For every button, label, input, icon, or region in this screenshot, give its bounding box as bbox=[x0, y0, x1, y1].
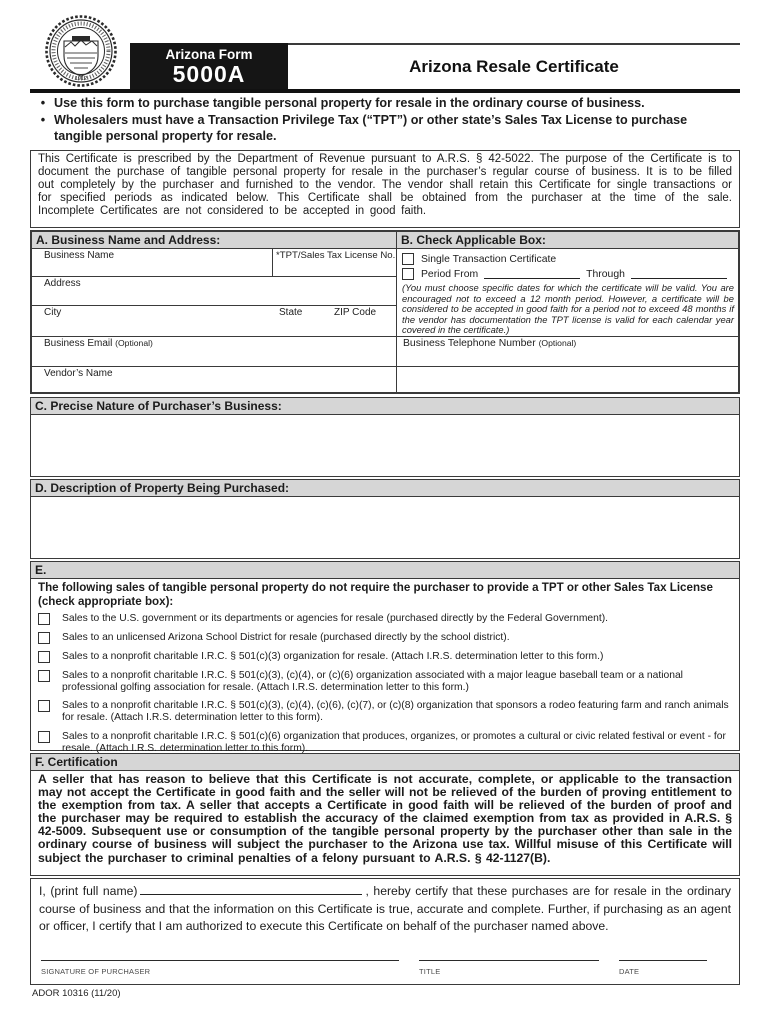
instruction-bullets bbox=[32, 95, 738, 145]
declaration-box bbox=[30, 878, 740, 985]
bullet-text: Wholesalers must have a Transaction Privilege Tax (“TPT”) or other state’s Sales Tax License to purchase tangible personal property for resale. bbox=[54, 112, 688, 143]
exemption-label: Sales to a nonprofit charitable I.R.C. § 501(c)(3), (c)(4), or (c)(6) organization associated with a major league baseball team or a national professional golfing association for resale. (Attach I.R.S. determination letter to this form.) bbox=[62, 670, 683, 693]
exemption-label: Sales to a nonprofit charitable I.R.C. § 501(c)(3) organization for resale. (Attach I.R.S. determination letter to this form.) bbox=[62, 651, 604, 662]
exemption-label: Sales to the U.S. government or its departments or agencies for resale (purchased directly by the Federal Government). bbox=[62, 613, 608, 624]
through-blank[interactable] bbox=[631, 269, 727, 279]
address-field[interactable] bbox=[32, 277, 396, 306]
period-from-label: Period From bbox=[421, 268, 479, 280]
section-b-main-cell bbox=[396, 249, 738, 337]
section-a-b-table bbox=[30, 230, 740, 394]
business-email-field[interactable] bbox=[32, 337, 396, 367]
form-number-box bbox=[130, 43, 288, 90]
bullet-icon: • bbox=[40, 112, 46, 127]
certification-paragraph: A seller that has reason to believe that this Certificate is not accurate, complete, or applicable to the transaction may not accept the Certificate in good faith and the seller will not be relieved of the burden of proving entitlement to the exemption from tax. A seller that accepts a Certificate in good faith will be relieved of the burden of proof and the purchaser may be required to establish the accuracy of the claimed exemption from tax as provided in A.R.S. § 42-5009. Subsequent use or consumption of the tangible personal property by the purchaser other than sale in the ordinary course of business will subject the purchaser to the Arizona use tax. Willful misuse of this Certificate will subject the purchaser to criminal penalties of a felony pursuant to A.R.S. § 42-1127(B). bbox=[38, 772, 732, 865]
certificate-purpose-paragraph: This Certificate is prescribed by the Department of Revenue pursuant to A.R.S. § 42-5022. The purpose of the Certificate is to document the purchase of tangible personal property for resale in the purchaser’s regular course of business. It is to be filled out completely by the purchaser and furnished to the vendor. The vendor shall retain this Certificate for single transactions or for specified periods as indicated below. This Certificate shall be obtained from the purchaser at the time of the sale. Incomplete Certificates are not considered to be accepted in good faith. bbox=[30, 150, 740, 228]
vendor-name-field[interactable] bbox=[32, 367, 396, 392]
exemption-checkbox[interactable] bbox=[38, 651, 50, 663]
exemption-checkbox[interactable] bbox=[38, 613, 50, 625]
signature-of-purchaser-line[interactable] bbox=[41, 960, 399, 981]
section-e-content bbox=[31, 579, 739, 754]
single-transaction-checkbox[interactable] bbox=[402, 253, 414, 265]
city-label: City bbox=[44, 307, 62, 318]
section-c bbox=[30, 397, 740, 477]
period-row bbox=[402, 268, 734, 280]
address-label: Address bbox=[44, 278, 81, 289]
section-e-intro: The following sales of tangible personal property do not require the purchaser to provide a TPT or other Sales Tax License (check appropriate box): bbox=[38, 581, 713, 608]
section-f-header: F. Certification bbox=[31, 754, 739, 771]
tpt-license-field[interactable] bbox=[272, 249, 396, 277]
exemption-item bbox=[38, 613, 732, 625]
section-f bbox=[30, 753, 740, 876]
exemption-checkbox[interactable] bbox=[38, 731, 50, 743]
date-line[interactable] bbox=[619, 960, 707, 981]
exemption-item bbox=[38, 632, 732, 644]
business-name-field[interactable] bbox=[32, 249, 272, 277]
section-d-input-area[interactable] bbox=[31, 497, 739, 557]
signature-row bbox=[41, 960, 729, 981]
title-label: TITLE bbox=[419, 966, 441, 976]
exemption-item bbox=[38, 731, 732, 754]
declaration-prefix: I, (print full name) bbox=[39, 884, 138, 898]
date-label: DATE bbox=[619, 966, 640, 976]
period-checkbox[interactable] bbox=[402, 268, 414, 280]
section-e-header: E. bbox=[31, 562, 739, 579]
declaration-suffix: , hereby certify that these purchases are for resale in the ordinary course of business and that the information on this Certificate is true, accurate and complete. Further, if purchasing as an agent or officer, I certify that I am authorized to execute this Certificate on behalf of the purchaser named above. bbox=[39, 884, 732, 933]
form-code: ADOR 10316 (11/20) bbox=[32, 988, 121, 999]
period-from-blank[interactable] bbox=[484, 269, 580, 279]
section-e bbox=[30, 561, 740, 754]
print-full-name-blank[interactable] bbox=[140, 885, 362, 895]
page-title: Arizona Resale Certificate bbox=[409, 56, 619, 76]
section-d bbox=[30, 479, 740, 559]
business-telephone-field[interactable] bbox=[396, 337, 738, 367]
zip-label: ZIP Code bbox=[334, 307, 377, 318]
business-email-optional: (Optional) bbox=[115, 338, 153, 348]
exemption-label: Sales to a nonprofit charitable I.R.C. § 501(c)(6) organization that produces, organizes, or promotes a cultural or civic related festival or event - for resale. (Attach I.R.S. determination letter to this form). bbox=[62, 730, 726, 754]
vendor-name-label: Vendor’s Name bbox=[44, 368, 113, 379]
title-line[interactable] bbox=[419, 960, 599, 981]
single-transaction-label: Single Transaction Certificate bbox=[421, 253, 557, 265]
arizona-state-seal-icon bbox=[44, 12, 118, 90]
bullet-text: Use this form to purchase tangible personal property for resale in the ordinary course of business. bbox=[54, 96, 645, 110]
signature-label: SIGNATURE OF PURCHASER bbox=[41, 966, 151, 976]
exemption-checkbox[interactable] bbox=[38, 632, 50, 644]
section-b-header: B. Check Applicable Box: bbox=[396, 232, 738, 249]
bullet-icon: • bbox=[40, 96, 46, 110]
exemption-checkbox[interactable] bbox=[38, 700, 50, 712]
exemption-item bbox=[38, 700, 732, 723]
period-note: (You must choose specific dates for which the certificate will be valid. You are encouraged not to exceed a 12 month period. However, a certificate will be considered to be accepted in good faith for a period not to exceed 48 months if the vendor has documentation the TPT license is valid for each calendar year covered in the certificate.) bbox=[402, 282, 734, 336]
bullet-item bbox=[32, 95, 738, 112]
state-label: State bbox=[279, 307, 303, 318]
section-c-input-area[interactable] bbox=[31, 415, 739, 475]
through-label: Through bbox=[586, 268, 625, 280]
section-d-header: D. Description of Property Being Purchased: bbox=[31, 480, 739, 497]
section-b-empty-cell bbox=[396, 367, 738, 392]
header-thick-rule bbox=[30, 89, 740, 93]
exemption-label: Sales to a nonprofit charitable I.R.C. § 501(c)(3), (c)(4), (c)(6), (c)(7), or (c)(8) organization that sponsors a rodeo featuring farm and ranch animals for resale. (Attach I.R.S. determination letter to this form). bbox=[62, 700, 729, 724]
business-name-label: Business Name bbox=[44, 250, 115, 261]
business-email-label: Business Email bbox=[44, 338, 113, 349]
bullet-item bbox=[32, 112, 738, 145]
form-number: 5000A bbox=[172, 61, 246, 87]
tpt-license-label: *TPT/Sales Tax License No. bbox=[276, 250, 396, 261]
form-label: Arizona Form bbox=[165, 47, 253, 62]
svg-text:1912: 1912 bbox=[74, 76, 88, 82]
exemption-label: Sales to an unlicensed Arizona School District for resale (purchased directly by the school district). bbox=[62, 632, 510, 643]
section-c-header: C. Precise Nature of Purchaser’s Business: bbox=[31, 398, 739, 415]
exemption-item bbox=[38, 670, 732, 693]
city-state-zip-field[interactable] bbox=[32, 306, 396, 337]
business-telephone-label: Business Telephone Number bbox=[403, 338, 536, 349]
single-transaction-row bbox=[402, 253, 734, 265]
business-telephone-optional: (Optional) bbox=[538, 338, 577, 348]
exemption-item bbox=[38, 651, 732, 663]
exemption-checkbox[interactable] bbox=[38, 670, 50, 682]
section-a-header: A. Business Name and Address: bbox=[32, 232, 396, 249]
